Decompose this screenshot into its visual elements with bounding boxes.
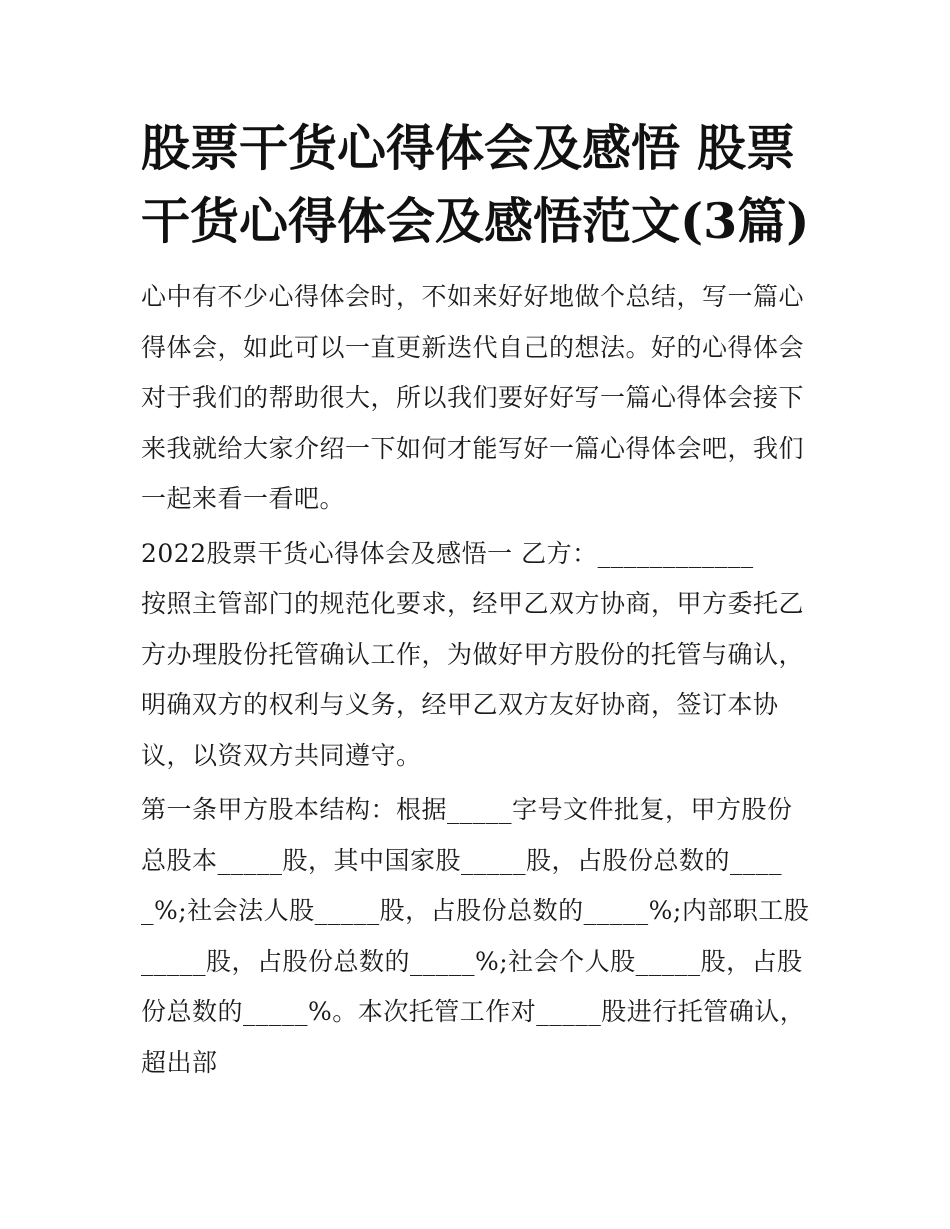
section-heading-paragraph: 2022股票干货心得体会及感悟一 乙方：____________ <box>141 538 754 568</box>
intro-paragraph: 心中有不少心得体会时，不如来好好地做个总结，写一篇心得体会，如此可以一直更新迭代自己的想法。好的心得体会对于我们的帮助很大，所以我们要好好写一篇心得体会接下来我就给大家介绍一下如何才能写好一篇心得体会吧，我们一起来看一看吧。 <box>141 282 805 513</box>
document-title: 股票干货心得体会及感悟 股票干货心得体会及感悟范文(3篇) <box>141 119 810 250</box>
agreement-preamble-paragraph: 按照主管部门的规范化要求，经甲乙双方协商，甲方委托乙方办理股份托管确认工作，为做好甲方股份的托管与确认，明确双方的权利与义务，经甲乙双方友好协商，签订本协议，以资双方共同遵守。 <box>141 589 805 770</box>
document-body <box>141 112 813 1088</box>
article-one-paragraph: 第一条甲方股本结构：根据_____字号文件批复，甲方股份总股本_____股，其中国家股_____股，占股份总数的_____%;社会法人股_____股，占股份总数的_____%;内部职工股_____股，占股份总数的_____%;社会个人股_____股，占股份总数的_____%。本次托管工作对_____股进行托管确认，超出部 <box>141 795 810 1077</box>
